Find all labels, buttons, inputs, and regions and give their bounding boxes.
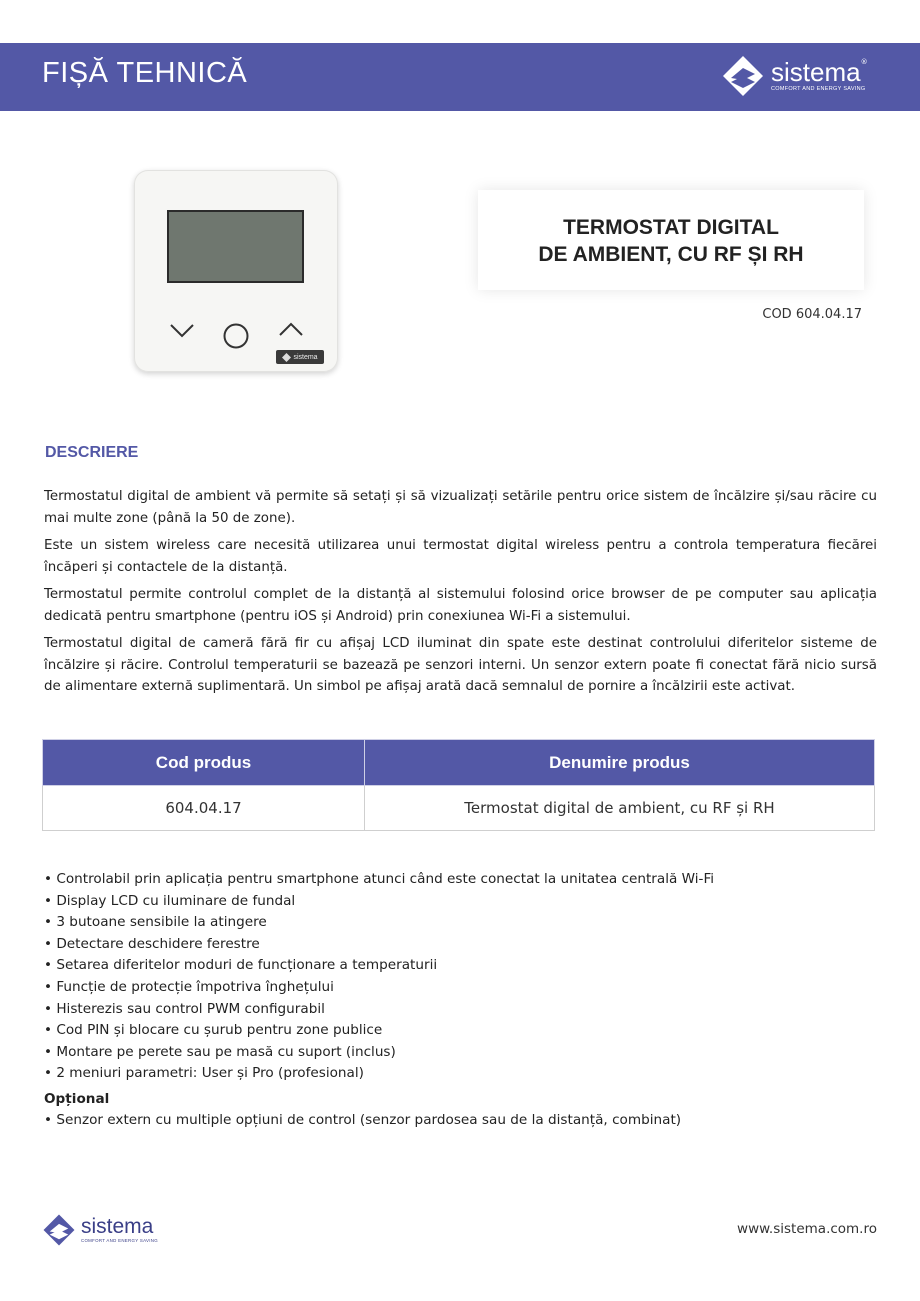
list-item: • Histerezis sau control PWM configurabil <box>44 1000 325 1017</box>
product-title-line1: TERMOSTAT DIGITAL <box>563 216 779 239</box>
page-title: FIȘĂ TEHNICĂ <box>42 57 248 89</box>
header-logo <box>721 54 868 98</box>
sistema-logo-icon <box>42 1213 76 1247</box>
product-code: COD 604.04.17 <box>762 307 862 322</box>
table-header-cell: Denumire produs <box>365 740 875 786</box>
logo-name: sistema <box>771 57 861 88</box>
optional-heading: Opțional <box>44 1090 110 1107</box>
description-text <box>44 486 877 704</box>
description-paragraph: Termostatul digital de cameră fără fir cu afișaj LCD iluminat din spate este destinat controlului diferitelor sisteme de încălzire și răcire. Controlul temperaturii se bazează pe senzori interni. Un senzor extern poate fi conectat fără nicio sursă de alimentare externă suplimentară. Un simbol pe afișaj arată dacă semnalul de pornire a încălzirii este activat. <box>44 636 877 694</box>
description-paragraph: Este un sistem wireless care necesită utilizarea unui termostat digital wireless pentru a controla temperatura fiecărei încăperi și contactele de la distanță. <box>44 538 877 575</box>
table-cell: Termostat digital de ambient, cu RF și RH <box>365 786 875 831</box>
table-header-row <box>43 740 875 786</box>
down-arrow-icon <box>168 320 196 340</box>
table-cell: 604.04.17 <box>43 786 365 831</box>
description-paragraph: Termostatul permite controlul complet de la distanță al sistemului folosind orice browser de pe computer sau aplicația dedicată pentru smartphone (pentru iOS și Android) prin conexiunea Wi-Fi a sistemului. <box>44 587 877 624</box>
footer-website-link[interactable]: www.sistema.com.ro <box>737 1221 877 1237</box>
list-item: • Senzor extern cu multiple opțiuni de control (senzor pardosea sau de la distanță, combinat) <box>44 1111 682 1128</box>
sistema-logo-icon <box>721 54 765 98</box>
description-heading: DESCRIERE <box>45 444 139 461</box>
lcd-display <box>167 210 304 283</box>
list-item: • Montare pe perete sau pe masă cu suport (inclus) <box>44 1043 396 1060</box>
thermostat-device-image <box>134 170 338 372</box>
registered-mark: ® <box>860 58 868 67</box>
list-item: • Setarea diferitelor moduri de funcționare a temperaturii <box>44 957 438 974</box>
list-item: • Funcție de protecție împotriva înghețului <box>44 978 334 995</box>
up-arrow-icon <box>277 320 305 340</box>
features-list <box>44 869 884 1132</box>
list-item: • Display LCD cu iluminare de fundal <box>44 892 296 909</box>
device-badge-text: sistema <box>293 353 318 361</box>
list-item: • Controlabil prin aplicația pentru smartphone atunci când este conectat la unitatea centrală Wi-Fi <box>44 871 715 887</box>
logo-tagline: COMFORT AND ENERGY SAVING <box>771 86 866 93</box>
table-row <box>43 786 875 831</box>
sistema-logo-icon <box>282 353 291 362</box>
header-bar <box>0 43 920 111</box>
description-paragraph: Termostatul digital de ambient vă permite să setați și să vizualizați setările pentru orice sistem de încălzire și/sau răcire cu mai multe zone (până la 50 de zone). <box>44 489 877 526</box>
product-title-box <box>478 190 864 290</box>
list-item: • Cod PIN și blocare cu șurub pentru zone publice <box>44 1022 383 1039</box>
footer-logo <box>42 1213 158 1247</box>
list-item: • 3 butoane sensibile la atingere <box>44 914 267 931</box>
footer-logo-name: sistema <box>81 1215 154 1239</box>
table-header-cell: Cod produs <box>43 740 365 786</box>
product-table <box>42 739 875 831</box>
list-item: • 2 meniuri parametri: User și Pro (profesional) <box>44 1065 364 1082</box>
list-item: • Detectare deschidere ferestre <box>44 935 260 952</box>
product-title-line2: DE AMBIENT, CU RF ȘI RH <box>538 243 804 266</box>
device-badge <box>276 350 324 364</box>
footer-logo-tagline: COMFORT AND ENERGY SAVING <box>81 1238 158 1244</box>
power-circle-icon <box>222 322 250 350</box>
